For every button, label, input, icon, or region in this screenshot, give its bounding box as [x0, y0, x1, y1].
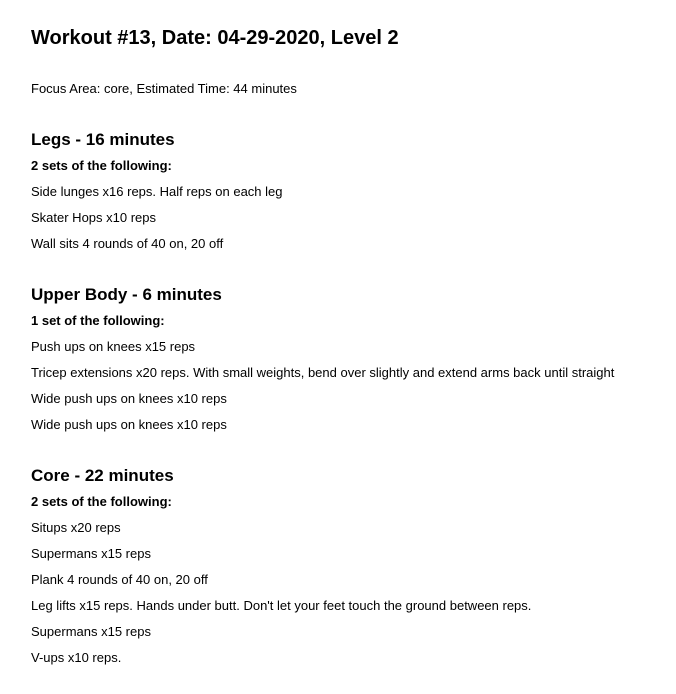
section [31, 463, 676, 671]
focus-summary: Focus Area: core, Estimated Time: 44 minutes [31, 81, 297, 96]
exercise-item: V-ups x10 reps. [31, 650, 122, 665]
section-heading: Legs - 16 minutes [31, 130, 175, 149]
section [31, 127, 676, 257]
section-heading: Upper Body - 6 minutes [31, 285, 222, 304]
section [31, 282, 676, 438]
sections [31, 127, 676, 671]
exercise-item: Side lunges x16 reps. Half reps on each leg [31, 184, 283, 199]
exercise-item: Wall sits 4 rounds of 40 on, 20 off [31, 236, 224, 251]
exercise-item: Supermans x15 reps [31, 624, 151, 639]
exercise-item: Wide push ups on knees x10 reps [31, 391, 227, 406]
exercise-item: Tricep extensions x20 reps. With small weights, bend over slightly and extend arms back until straight [31, 365, 615, 380]
exercise-item: Skater Hops x10 reps [31, 210, 157, 225]
exercise-item: Leg lifts x15 reps. Hands under butt. Don't let your feet touch the ground between reps. [31, 598, 532, 613]
exercise-item: Situps x20 reps [31, 520, 121, 535]
exercise-item: Plank 4 rounds of 40 on, 20 off [31, 572, 208, 587]
section-heading: Core - 22 minutes [31, 466, 174, 485]
exercise-item: Supermans x15 reps [31, 546, 151, 561]
sets-label: 2 sets of the following: [31, 158, 172, 173]
exercise-item: Wide push ups on knees x10 reps [31, 417, 227, 432]
exercise-item: Push ups on knees x15 reps [31, 339, 196, 354]
page-title: Workout #13, Date: 04-29-2020, Level 2 [31, 27, 399, 49]
sets-label: 2 sets of the following: [31, 494, 172, 509]
sets-label: 1 set of the following: [31, 313, 165, 328]
